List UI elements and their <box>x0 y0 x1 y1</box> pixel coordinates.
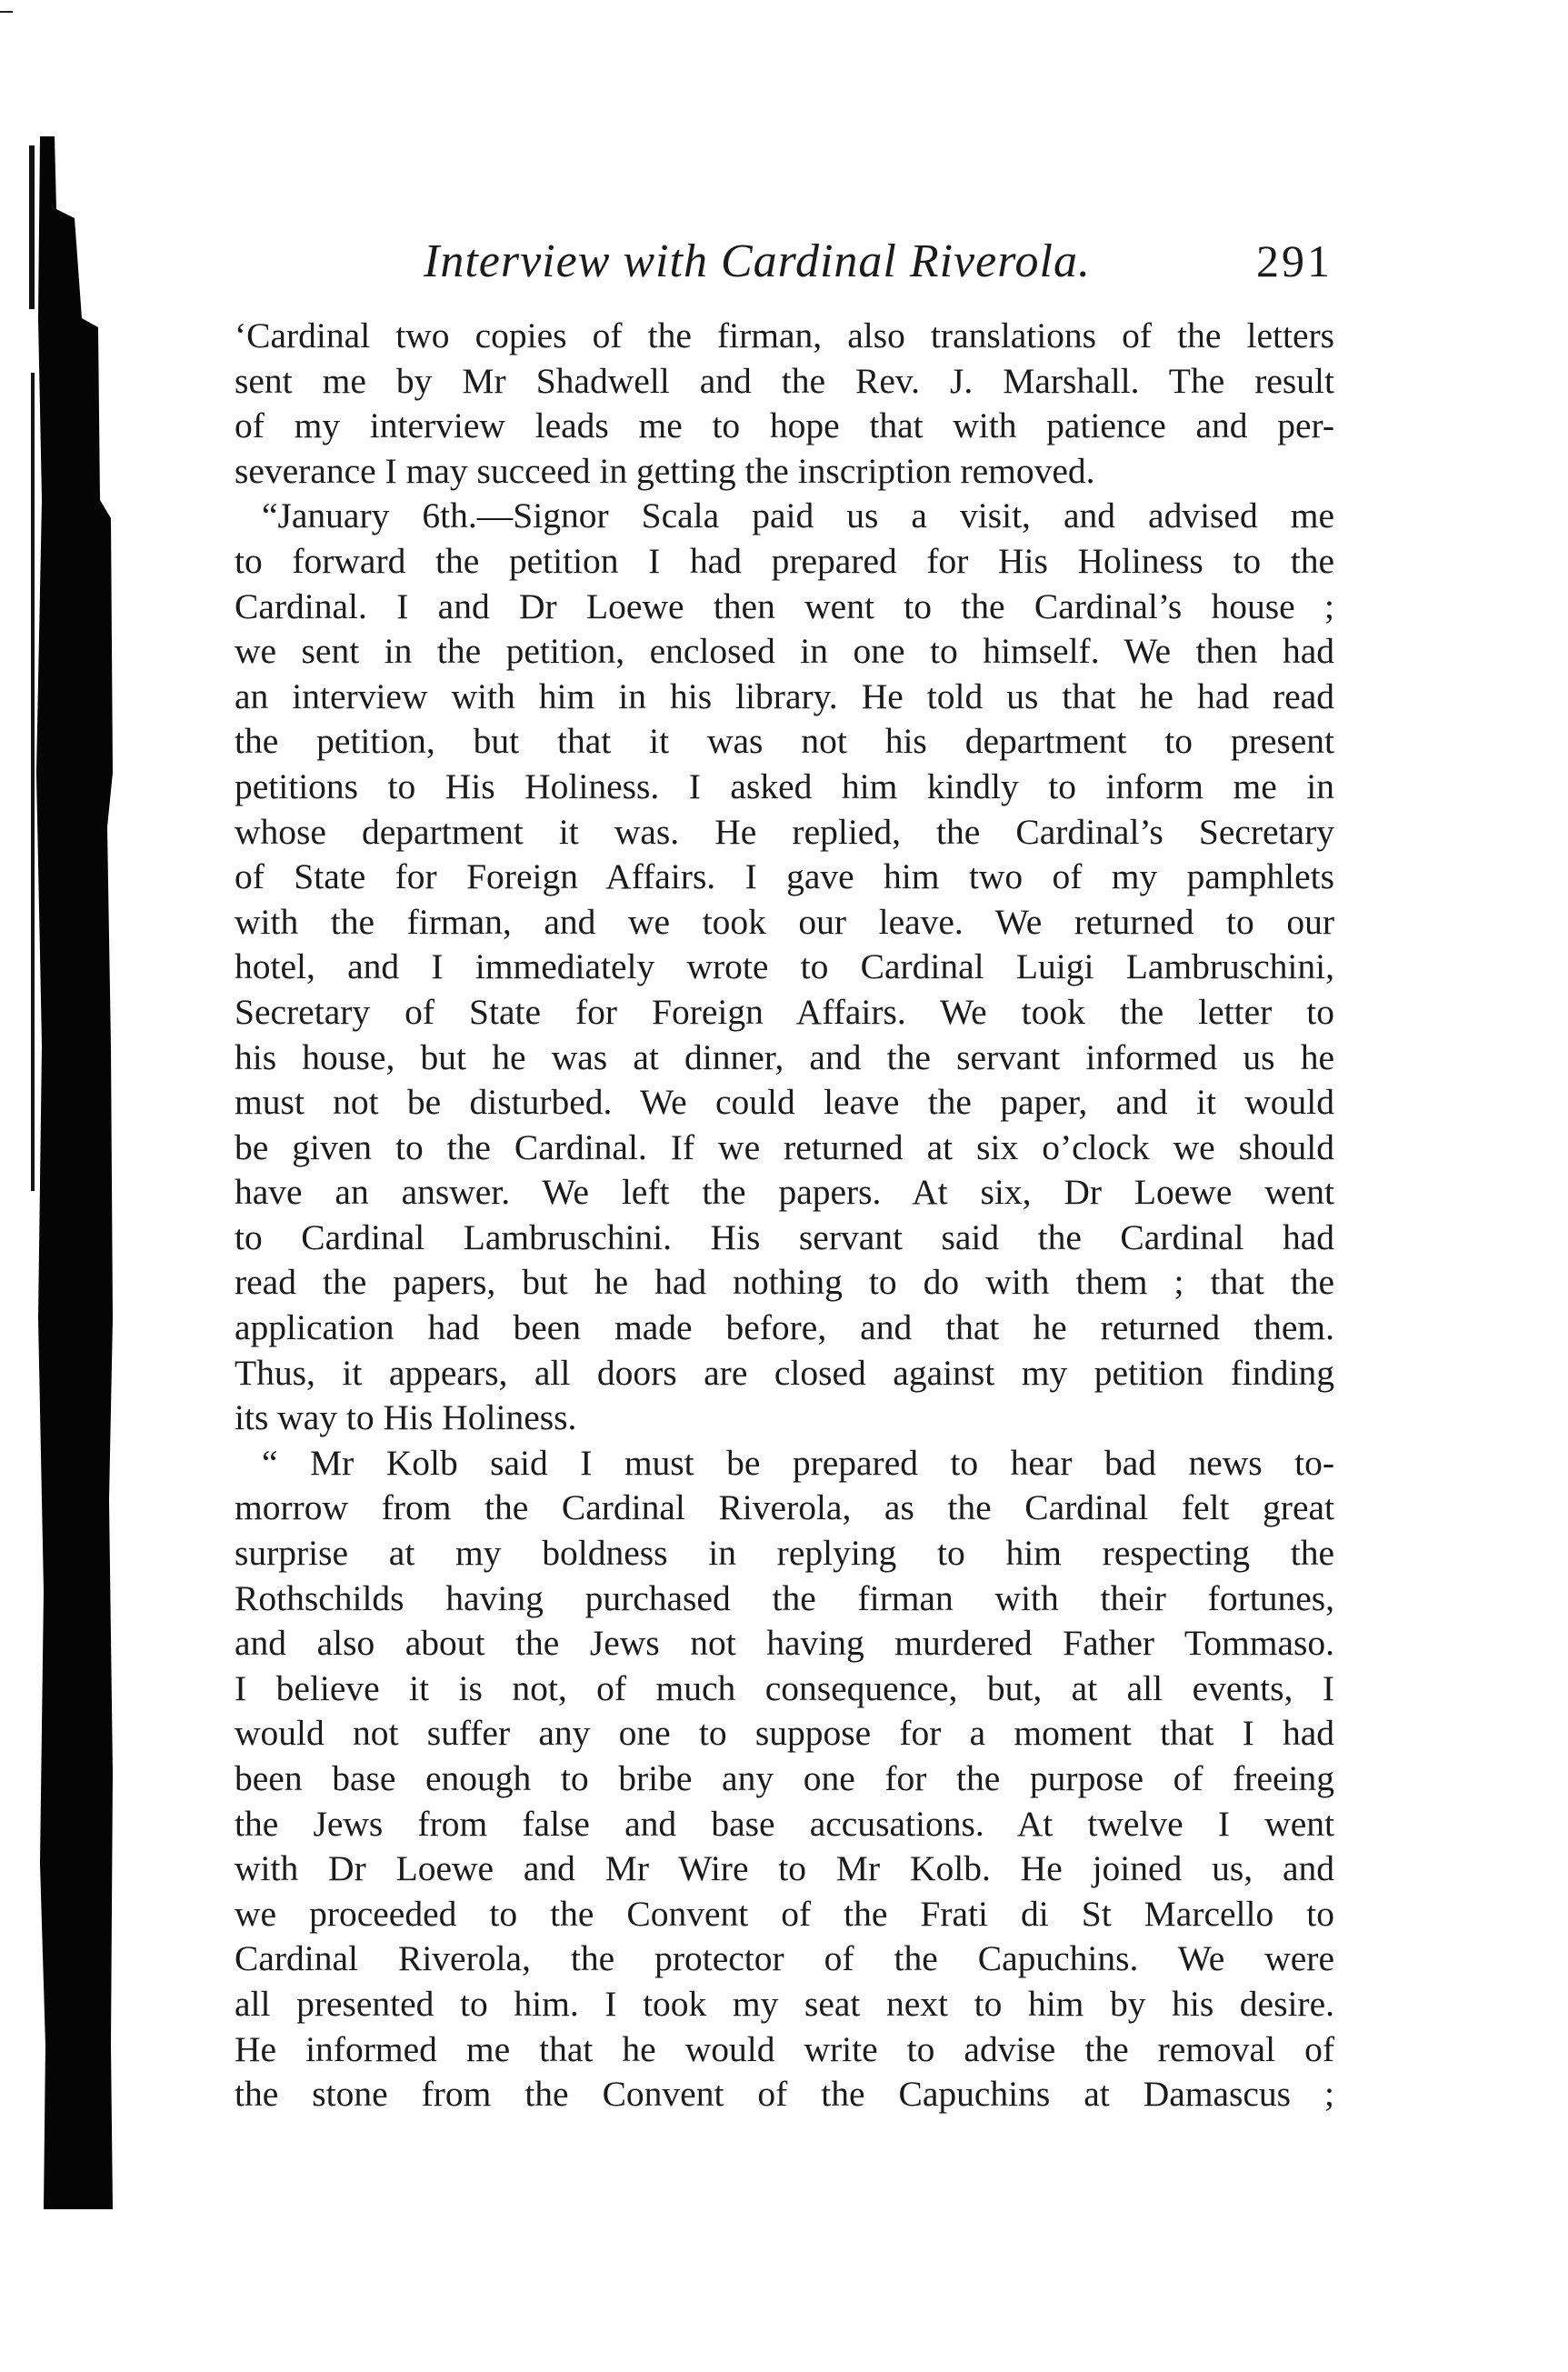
text-line: and also about the Jews not having murdered Father Tommaso. <box>235 1623 1334 1664</box>
running-title: Interview with Cardinal Riverola. <box>424 235 1091 287</box>
text-line: have an answer. We left the papers. At six, Dr Loewe went <box>235 1172 1334 1213</box>
body-text <box>235 314 1334 2117</box>
text-line: Secretary of State for Foreign Affairs. We took the letter to <box>235 991 1334 1032</box>
text-line: severance I may succeed in getting the inscription removed. <box>235 450 1095 491</box>
text-line: of my interview leads me to hope that with patience and per- <box>235 405 1334 446</box>
text-line: his house, but he was at dinner, and the servant informed us he <box>235 1036 1334 1077</box>
text-line: we proceeded to the Convent of the Frati di St Marcello to <box>235 1893 1334 1934</box>
text-line: an interview with him in his library. He told us that he had read <box>235 676 1334 716</box>
text-line: Thus, it appears, all doors are closed against my petition finding <box>235 1352 1334 1393</box>
text-line: “ Mr Kolb said I must be prepared to hear bad news to- <box>262 1442 1334 1483</box>
text-line: hotel, and I immediately wrote to Cardinal Luigi Lambruschini, <box>235 946 1334 987</box>
text-line: with the firman, and we took our leave. We returned to our <box>235 901 1334 942</box>
running-head <box>424 235 1333 298</box>
text-line: the Jews from false and base accusations. At twelve I went <box>235 1803 1334 1844</box>
text-line: of State for Foreign Affairs. I gave him two of my pamphlets <box>235 856 1334 897</box>
text-line: its way to His Holiness. <box>235 1397 577 1438</box>
text-line: to forward the petition I had prepared for His Holiness to the <box>235 540 1334 581</box>
page-number: 291 <box>1256 235 1333 286</box>
text-line: the petition, but that it was not his department to present <box>235 721 1334 762</box>
text-line: “January 6th.—Signor Scala paid us a visit, and advised me <box>262 495 1334 536</box>
text-line: read the papers, but he had nothing to do with them ; that the <box>235 1262 1334 1303</box>
edge-mark <box>0 11 13 13</box>
text-line: application had been made before, and that he returned them. <box>235 1307 1334 1348</box>
text-line: we sent in the petition, enclosed in one to himself. We then had <box>235 631 1334 672</box>
text-line: all presented to him. I took my seat next to him by his desire. <box>235 1983 1334 2024</box>
text-line: morrow from the Cardinal Riverola, as the Cardinal felt great <box>235 1487 1334 1528</box>
text-line: Cardinal Riverola, the protector of the Capuchins. We were <box>235 1938 1334 1979</box>
text-line: Cardinal. I and Dr Loewe then went to the Cardinal’s house ; <box>235 585 1334 626</box>
text-line: He informed me that he would write to advise the removal of <box>235 2028 1334 2069</box>
text-line: ‘Cardinal two copies of the firman, also translations of the letters <box>235 315 1334 355</box>
binding-shadow <box>27 136 115 2209</box>
text-line: Rothschilds having purchased the firman with their fortunes, <box>235 1577 1334 1618</box>
text-line: must not be disturbed. We could leave the paper, and it would <box>235 1082 1334 1123</box>
text-line: petitions to His Holiness. I asked him kindly to inform me in <box>235 766 1334 806</box>
text-line: surprise at my boldness in replying to him respecting the <box>235 1533 1334 1574</box>
text-line: I believe it is not, of much consequence, but, at all events, I <box>235 1667 1334 1708</box>
text-line: whose department it was. He replied, the Cardinal’s Secretary <box>235 811 1334 852</box>
text-line: with Dr Loewe and Mr Wire to Mr Kolb. He joined us, and <box>235 1848 1334 1889</box>
text-line: been base enough to bribe any one for the purpose of freeing <box>235 1758 1334 1798</box>
text-line: sent me by Mr Shadwell and the Rev. J. Marshall. The result <box>235 360 1334 401</box>
text-line: be given to the Cardinal. If we returned at six o’clock we should <box>235 1126 1334 1167</box>
text-line: the stone from the Convent of the Capuchins at Damascus ; <box>235 2074 1334 2115</box>
text-line: to Cardinal Lambruschini. His servant said the Cardinal had <box>235 1216 1334 1257</box>
text-line: would not suffer any one to suppose for a moment that I had <box>235 1713 1334 1754</box>
